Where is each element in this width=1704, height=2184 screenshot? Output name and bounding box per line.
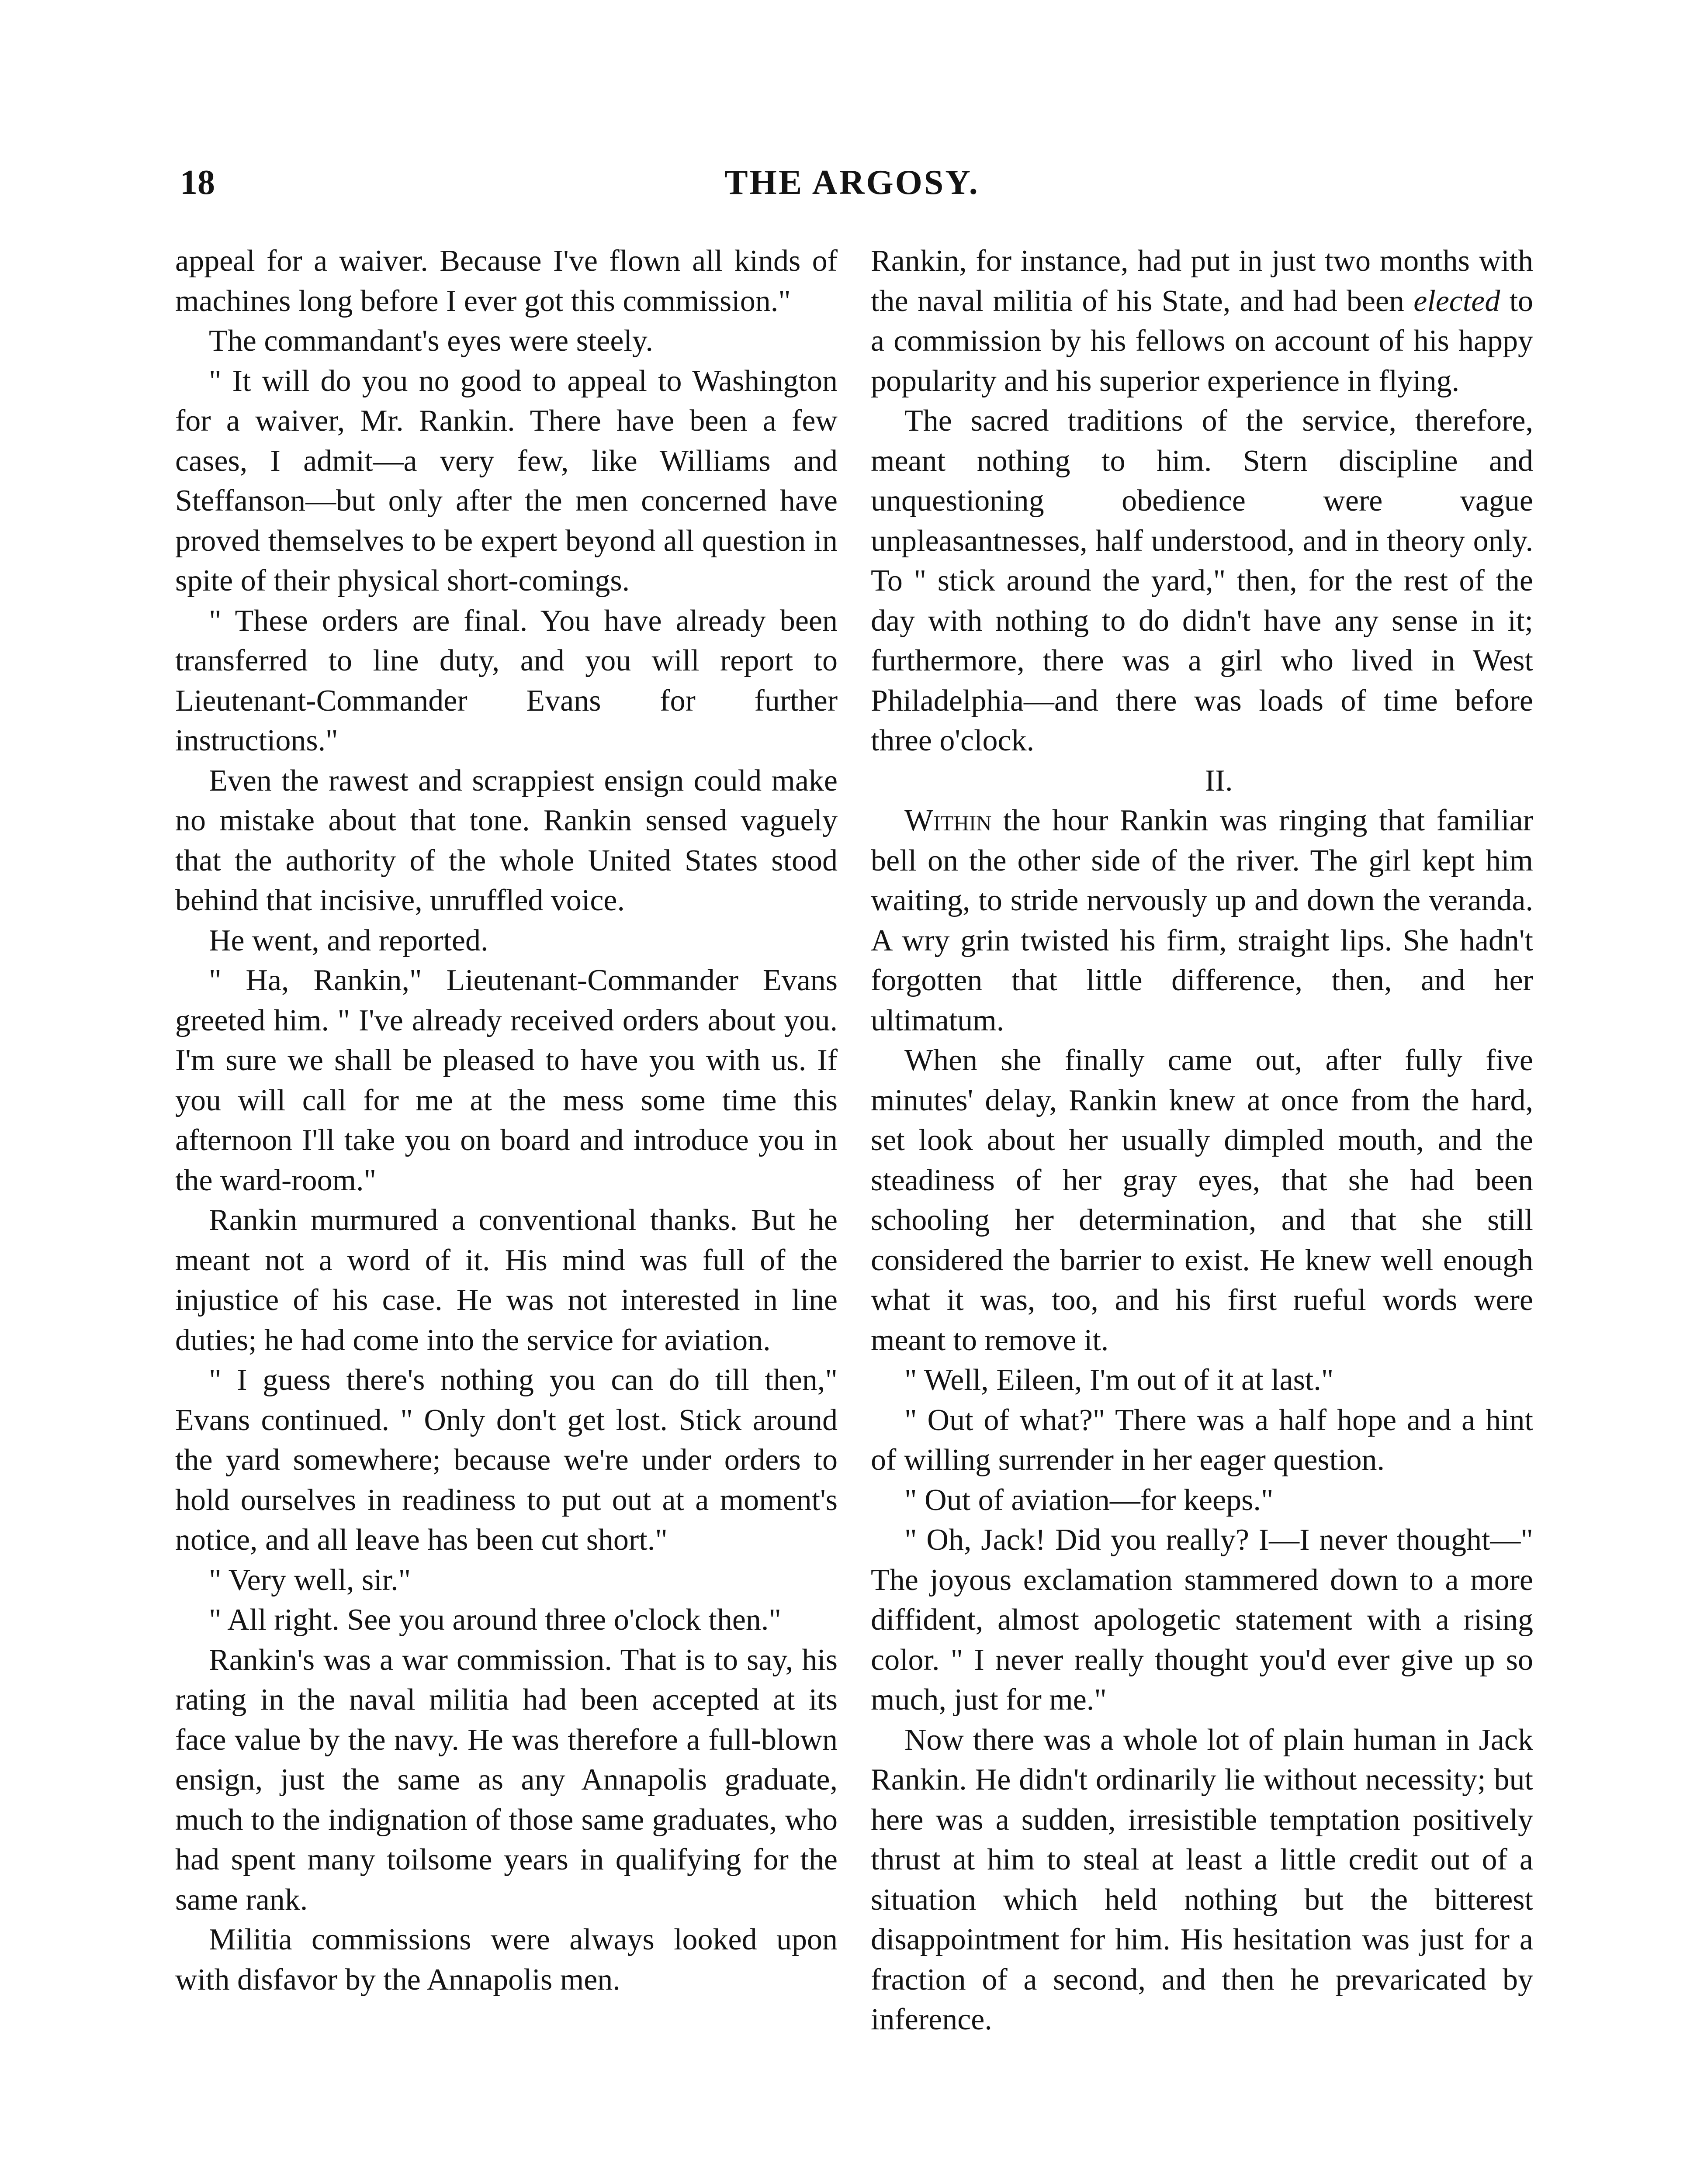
paragraph — [871, 801, 1533, 1040]
paragraph: Rankin's was a war commission. That is to say, his rating in the naval militia had been accepted at its face value by the navy. He was therefore a full-blown ensign, just the same as any Annapolis graduate, much to the indignation of those same graduates, who had spent many toilsome years in qualifying for the same rank. — [175, 1643, 838, 1917]
paragraph: " Very well, sir." — [209, 1563, 411, 1597]
right-column — [871, 241, 1533, 2040]
left-column — [175, 241, 838, 2000]
paragraph: The commandant's eyes were steely. — [209, 324, 653, 358]
paragraph: He went, and reported. — [209, 923, 488, 957]
paragraph: The sacred traditions of the service, therefore, meant nothing to him. Stern discipline and unquestioning obedience were vague unpleasantnesses, half understood, and in theory only. To " stick around the yard," then, for the rest of the day with nothing to do didn't have any sense in it; furthermore, there was a girl who lived in West Philadelphia—and there was loads of time before three o'clock. — [871, 404, 1533, 757]
paragraph: " Out of what?" There was a half hope and a hint of willing surrender in her eager question. — [871, 1403, 1533, 1477]
paragraph: " Oh, Jack! Did you really? I—I never thought—" The joyous exclamation stammered down to a more diffident, almost apologetic statement with a rising color. " I never really thought you'd ever give up so much, just for me." — [871, 1523, 1533, 1717]
paragraph: " These orders are final. You have already been transferred to line duty, and you will report to Lieutenant-Commander Evans for further instructions." — [175, 604, 838, 757]
paragraph-text: to a commission by his fellows on account of his happy popularity and his superior experience in flying. — [871, 284, 1534, 398]
paragraph-text: the hour Rankin was ringing that familiar bell on the other side of the river. The girl kept him waiting, to stride nervously up and down the veranda. A wry grin twisted his firm, straight lips. She hadn't forgotten that little difference, then, and her ultimatum. — [871, 804, 1534, 1037]
paragraph: " It will do you no good to appeal to Washington for a waiver, Mr. Rankin. There have been a few cases, I admit—a very few, like Williams and Steffanson—but only after the men concerned have proved themselves to be expert beyond all question in spite of their physical short-comings. — [175, 364, 838, 598]
running-head: THE ARGOSY. — [724, 163, 980, 202]
paragraph: Rankin murmured a conventional thanks. But he meant not a word of it. His mind was full of the injustice of his case. He was not interested in line duties; he had come into the service for aviation. — [175, 1203, 838, 1357]
paragraph: appeal for a waiver. Because I've flown all kinds of machines long before I ever got this commission." — [175, 244, 838, 318]
small-caps-lead: Within — [904, 804, 992, 837]
paragraph: " I guess there's nothing you can do till then," Evans continued. " Only don't get lost. Stick around the yard somewhere; because we're under orders to hold ourselves in readiness to put out at a moment's notice, and all leave has been cut short." — [175, 1363, 838, 1557]
section-heading: II. — [1205, 764, 1233, 798]
paragraph: " Well, Eileen, I'm out of it at last." — [904, 1363, 1334, 1397]
paragraph: " Ha, Rankin," Lieutenant-Commander Evans greeted him. " I've already received orders about you. I'm sure we shall be pleased to have you with us. If you will call for me at the mess some time this afternoon I'll take you on board and introduce you in the ward-room." — [175, 964, 838, 1197]
paragraph: Even the rawest and scrappiest ensign could make no mistake about that tone. Rankin sensed vaguely that the authority of the whole United States stood behind that incisive, unruffled voice. — [175, 764, 838, 917]
paragraph: When she finally came out, after fully five minutes' delay, Rankin knew at once from the hard, set look about her usually dimpled mouth, and the steadiness of her gray eyes, that she had been schooling her determination, and that she still considered the barrier to exist. He knew well enough what it was, too, and his first rueful words were meant to remove it. — [871, 1044, 1533, 1357]
paragraph: " All right. See you around three o'clock then." — [209, 1603, 782, 1637]
page-number: 18 — [180, 163, 215, 202]
paragraph: Militia commissions were always looked upon with disfavor by the Annapolis men. — [175, 1923, 838, 1997]
paragraph: " Out of aviation—for keeps." — [904, 1483, 1274, 1517]
paragraph-text: Rankin, for instance, had put in just two months with the naval militia of his State, and had been — [871, 244, 1533, 318]
paragraph — [871, 241, 1533, 401]
paragraph: Now there was a whole lot of plain human in Jack Rankin. He didn't ordinarily lie without necessity; but here was a sudden, irresistible temptation positively thrust at him to steal at least a little credit out of a situation which held nothing but the bitterest disappointment for him. His hesitation was just for a fraction of a second, and then he prevaricated by inference. — [871, 1723, 1533, 2036]
italic-word: elected — [1413, 284, 1500, 318]
